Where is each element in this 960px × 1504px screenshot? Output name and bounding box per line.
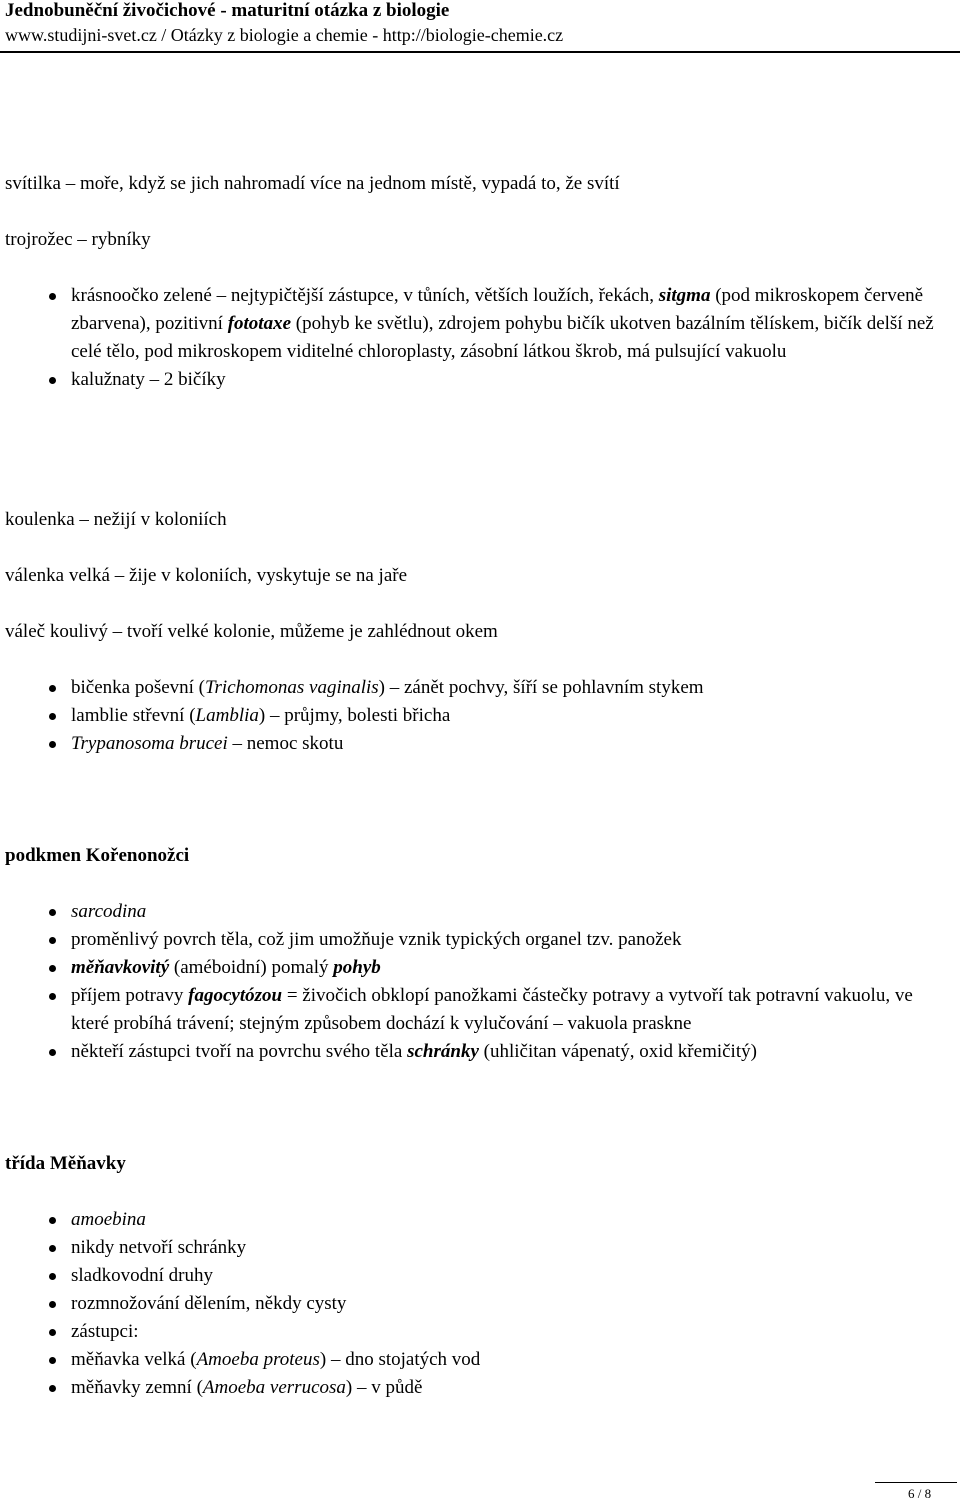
page-number: 6 / 8 — [908, 1486, 932, 1501]
document-title: Jednobuněční živočichové - maturitní otázka z biologie — [5, 0, 450, 21]
list-item: někteří zástupci tvoří na povrchu svého těla schránky (uhličitan vápenatý, oxid křemičitý) — [5, 1038, 955, 1066]
list-item: Trypanosoma brucei – nemoc skotu — [5, 730, 955, 758]
header-divider — [0, 51, 960, 53]
list-item: lamblie střevní (Lamblia) – průjmy, bolesti břicha — [5, 702, 955, 730]
list-item: kalužnaty – 2 bičíky — [5, 366, 955, 394]
list-item: měňavkovitý (améboidní) pomalý pohyb — [5, 954, 955, 982]
list-item: sarcodina — [5, 898, 955, 926]
list-euglena — [5, 282, 955, 394]
list-menavky — [5, 1206, 955, 1402]
footer-divider — [875, 1482, 957, 1483]
list-item: amoebina — [5, 1206, 955, 1234]
list-item: nikdy netvoří schránky — [5, 1234, 955, 1262]
paragraph-valec: váleč koulivý – tvoří velké kolonie, můžeme je zahlédnout okem — [5, 621, 498, 642]
document-source: www.studijni-svet.cz / Otázky z biologie a chemie - http://biologie-chemie.cz — [5, 25, 564, 45]
list-parasites — [5, 674, 955, 758]
list-item: krásnoočko zelené – nejtypičtější zástupce, v tůních, větších loužích, řekách, sitgma (pod mikroskopem červeně zbarvena), pozitivní fototaxe (pohyb ke světlu), zdrojem pohybu bičík ukotven bazálním tělískem, bičík delší než celé tělo, pod mikroskopem viditelné chloroplasty, zásobní látkou škrob, má pulsující vakuolu — [5, 282, 955, 366]
paragraph-trojrozec: trojrožec – rybníky — [5, 229, 151, 250]
list-item: rozmnožování dělením, někdy cysty — [5, 1290, 955, 1318]
section-heading-korenonozci: podkmen Kořenonožci — [5, 845, 190, 866]
list-item: zástupci: — [5, 1318, 955, 1346]
section-heading-menavky: třída Měňavky — [5, 1153, 126, 1174]
list-item: měňavka velká (Amoeba proteus) – dno stojatých vod — [5, 1346, 955, 1374]
list-item: příjem potravy fagocytózou = živočich obklopí panožkami částečky potravy a vytvoří tak potravní vakuolu, ve které probíhá trávení; stejným způsobem dochází k vylučování – vakuola praskne — [5, 982, 955, 1038]
list-item: bičenka poševní (Trichomonas vaginalis) – zánět pochvy, šíří se pohlavním stykem — [5, 674, 955, 702]
paragraph-svitilka: svítilka – moře, když se jich nahromadí více na jednom místě, vypadá to, že svítí — [5, 173, 620, 194]
list-item: sladkovodní druhy — [5, 1262, 955, 1290]
list-item: měňavky zemní (Amoeba verrucosa) – v půdě — [5, 1374, 955, 1402]
paragraph-valenka: válenka velká – žije v koloniích, vyskytuje se na jaře — [5, 565, 408, 586]
paragraph-koulenka: koulenka – nežijí v koloniích — [5, 509, 227, 530]
list-korenonozci — [5, 898, 955, 1066]
list-item: proměnlivý povrch těla, což jim umožňuje vznik typických organel tzv. panožek — [5, 926, 955, 954]
